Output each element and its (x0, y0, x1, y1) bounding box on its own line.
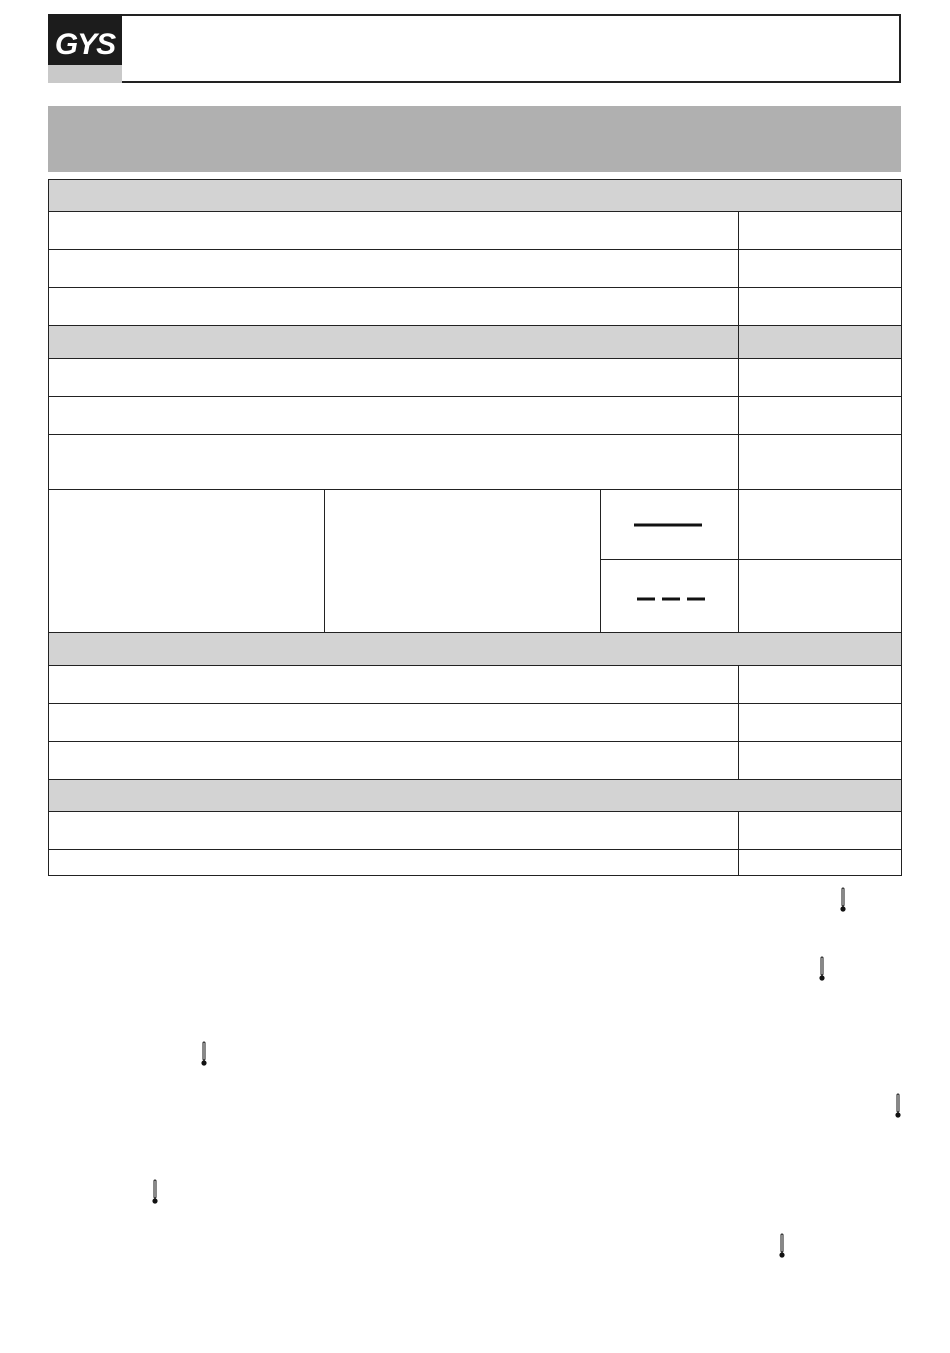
thermometer-icon (201, 1041, 207, 1067)
column-line (738, 211, 739, 325)
header-frame (48, 14, 901, 83)
row-line (48, 811, 902, 812)
dc-solid-line-icon (632, 518, 704, 532)
row-line (48, 211, 902, 212)
thermometer-icon (779, 1233, 785, 1259)
logo-text: GYS (54, 28, 116, 61)
dc-dashed-line-icon (635, 592, 707, 606)
section-header-1 (49, 180, 901, 211)
column-line (600, 489, 601, 632)
row-line (48, 849, 902, 850)
title-band (48, 106, 901, 172)
row-line (48, 779, 902, 780)
thermometer-icon (840, 887, 846, 913)
section-header-2 (49, 326, 901, 358)
column-line (738, 325, 739, 632)
column-line (324, 489, 325, 632)
row-line (48, 325, 902, 326)
row-line (48, 358, 902, 359)
row-line (48, 396, 902, 397)
row-line (48, 741, 902, 742)
row-line (48, 489, 902, 490)
row-line (600, 559, 902, 560)
row-line (48, 434, 902, 435)
logo-stripe (48, 65, 122, 83)
row-line (48, 287, 902, 288)
column-line (738, 811, 739, 875)
row-line (48, 249, 902, 250)
thermometer-icon (152, 1179, 158, 1205)
thermometer-icon (895, 1093, 901, 1119)
thermometer-icon (819, 956, 825, 982)
row-line (48, 665, 902, 666)
spec-table (48, 179, 902, 876)
row-line (48, 632, 902, 633)
section-header-3 (49, 633, 901, 665)
row-line (48, 703, 902, 704)
column-line (738, 665, 739, 779)
section-header-4 (49, 780, 901, 811)
